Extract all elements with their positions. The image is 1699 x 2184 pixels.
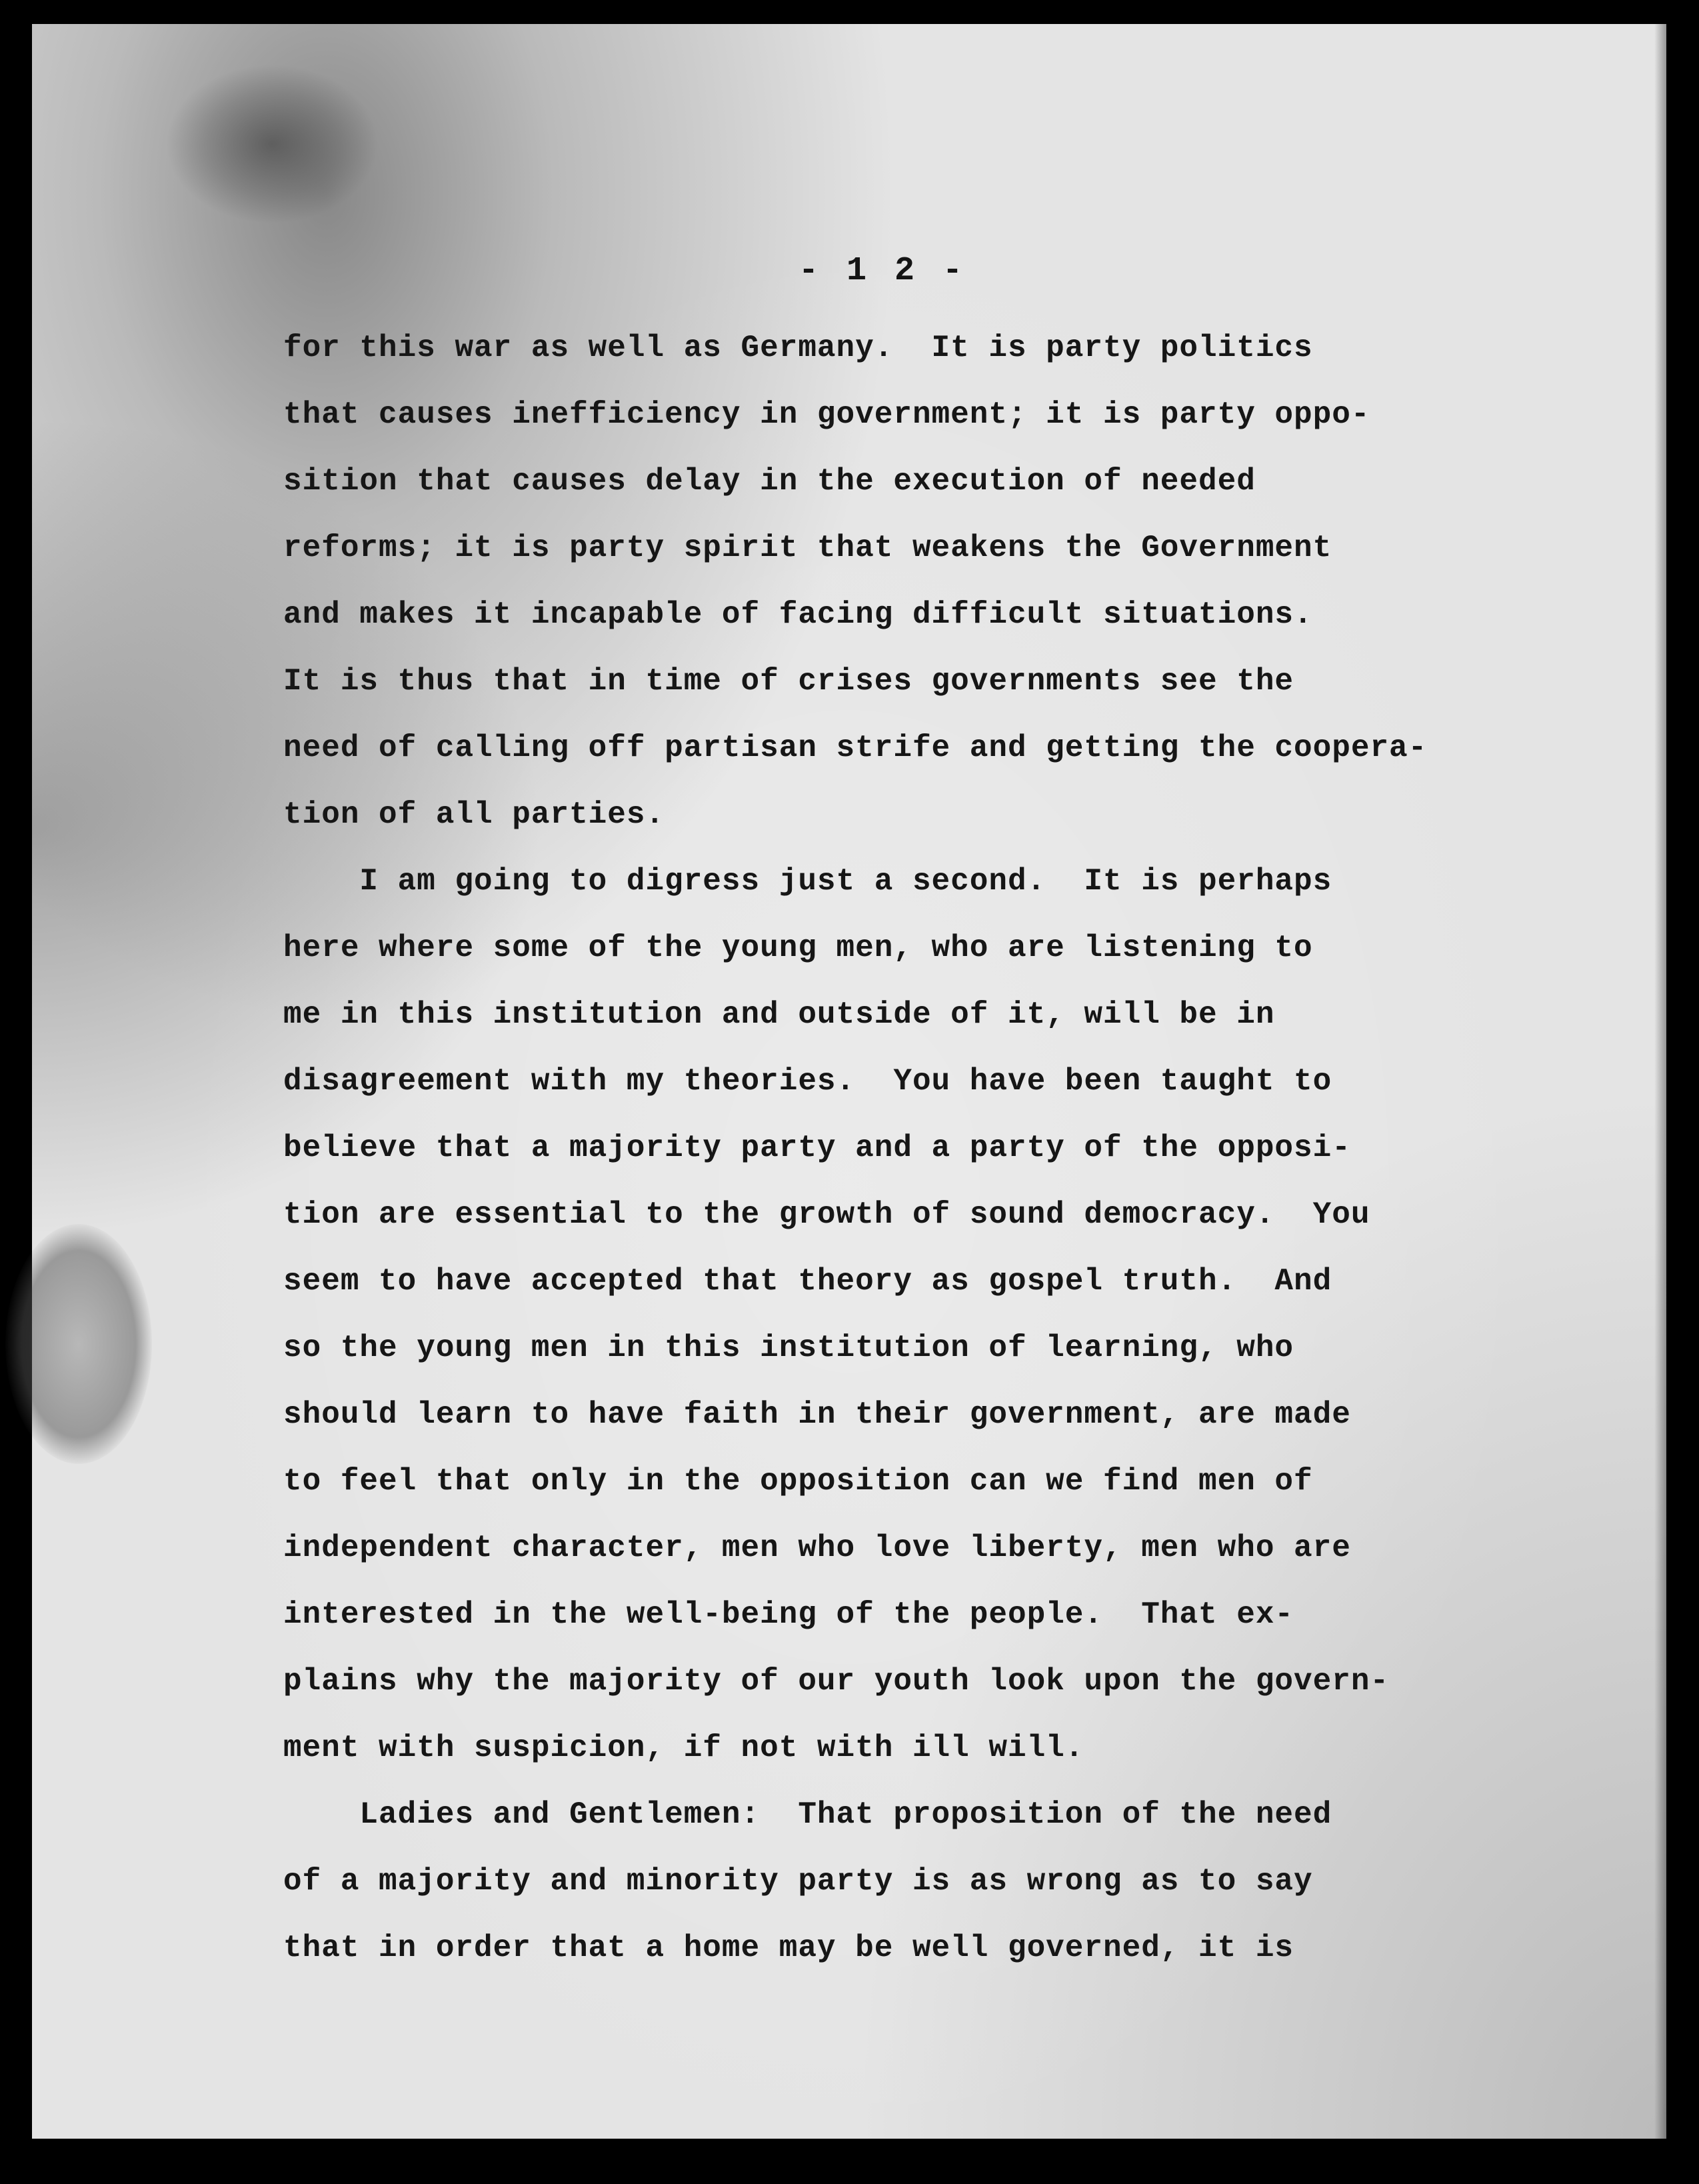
- text-line: believe that a majority party and a party of the opposi-: [283, 1131, 1351, 1165]
- stain-mark: [5, 1224, 152, 1464]
- text-line: that causes inefficiency in government; it is party oppo-: [283, 397, 1370, 432]
- text-line: plains why the majority of our youth look upon the govern-: [283, 1664, 1390, 1699]
- page-edge-shadow: [1654, 24, 1666, 2139]
- text-line: seem to have accepted that theory as gospel truth. And: [283, 1264, 1332, 1299]
- text-line: here where some of the young men, who are listening to: [283, 931, 1313, 965]
- text-line: and makes it incapable of facing difficult situations.: [283, 597, 1313, 632]
- text-line: It is thus that in time of crises governments see the: [283, 664, 1294, 699]
- text-line: interested in the well-being of the people. That ex-: [283, 1597, 1294, 1632]
- document-page: [32, 24, 1666, 2139]
- page-number: - 1 2 -: [799, 252, 967, 290]
- text-line: sition that causes delay in the execution of needed: [283, 464, 1256, 499]
- text-line: for this war as well as Germany. It is party politics: [283, 331, 1313, 365]
- text-line: that in order that a home may be well governed, it is: [283, 1931, 1294, 1965]
- text-line: tion of all parties.: [283, 797, 665, 832]
- text-line: so the young men in this institution of learning, who: [283, 1331, 1294, 1365]
- text-line: independent character, men who love liberty, men who are: [283, 1531, 1351, 1565]
- text-line: ment with suspicion, if not with ill will.: [283, 1731, 1084, 1765]
- text-line: disagreement with my theories. You have been taught to: [283, 1064, 1332, 1099]
- text-line: of a majority and minority party is as wrong as to say: [283, 1864, 1313, 1899]
- text-line: need of calling off partisan strife and getting the coopera-: [283, 731, 1428, 765]
- text-line: I am going to digress just a second. It is perhaps: [283, 864, 1332, 899]
- ink-smudge: [165, 64, 379, 224]
- text-line: should learn to have faith in their government, are made: [283, 1397, 1351, 1432]
- text-line: to feel that only in the opposition can we find men of: [283, 1464, 1313, 1499]
- text-line: me in this institution and outside of it, will be in: [283, 997, 1275, 1032]
- text-line: tion are essential to the growth of sound democracy. You: [283, 1197, 1370, 1232]
- text-line: Ladies and Gentlemen: That proposition of the need: [283, 1797, 1332, 1832]
- text-line: reforms; it is party spirit that weakens the Government: [283, 531, 1332, 565]
